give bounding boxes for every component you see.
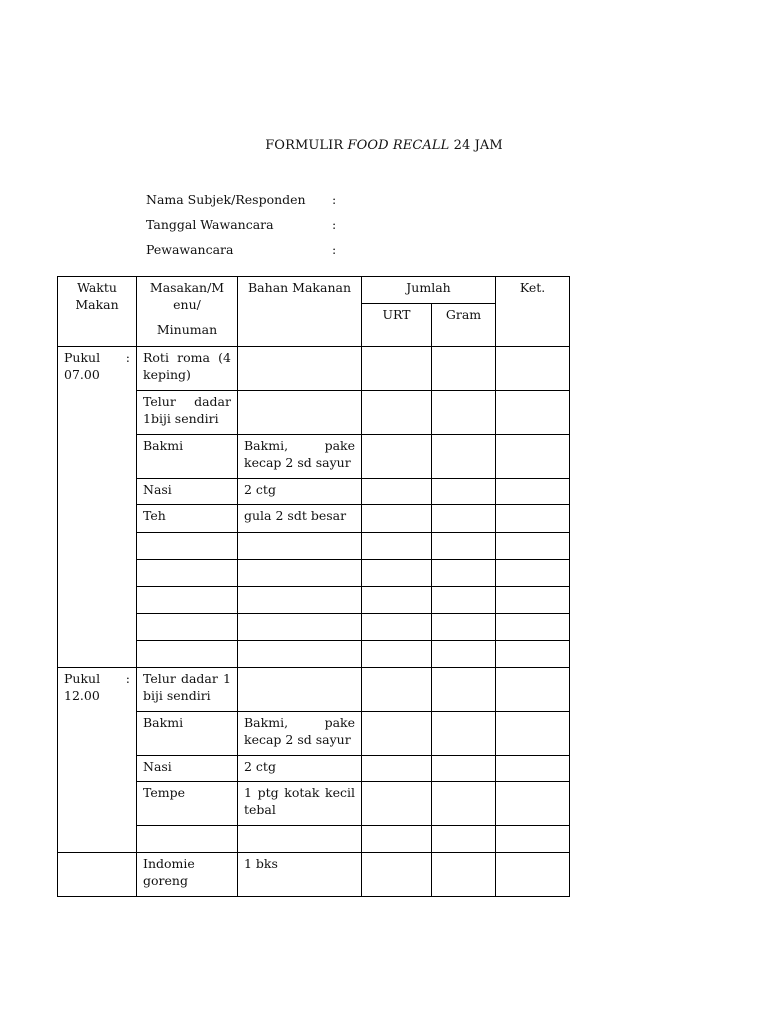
bahan-cell [238,668,362,712]
header-masakan-line2: enu/ [173,297,201,312]
gram-cell [432,505,496,533]
menu-cell: Telur dadar 1biji sendiri [137,391,238,435]
bahan-cell: Bakmi, pake kecap 2 sd sayur [238,712,362,756]
ket-cell [496,533,570,560]
gram-cell [432,533,496,560]
ket-cell [496,435,570,479]
gram-cell [432,560,496,587]
ket-cell [496,826,570,853]
meal-time-label: Pukul [64,671,101,686]
gram-cell [432,668,496,712]
gram-cell [432,756,496,782]
header-urt: URT [362,304,432,347]
meal-time-cell [58,853,137,897]
info-label: Tanggal Wawancara [146,217,274,232]
urt-cell [362,782,432,826]
meal-time-value: 12.00 [64,688,100,703]
gram-cell [432,347,496,391]
bahan-cell: 2 ctg [238,479,362,505]
meal-time-label: Pukul [64,350,101,365]
urt-cell [362,614,432,641]
urt-cell [362,756,432,782]
menu-cell: Roti roma (4 keping) [137,347,238,391]
info-colon: : [332,217,337,232]
menu-cell [137,533,238,560]
ket-cell [496,782,570,826]
gram-cell [432,435,496,479]
menu-cell [137,641,238,668]
info-colon: : [332,192,337,207]
bahan-cell [238,641,362,668]
menu-cell [137,587,238,614]
urt-cell [362,391,432,435]
bahan-cell [238,826,362,853]
urt-cell [362,347,432,391]
gram-cell [432,641,496,668]
header-waktu-makan [58,277,137,347]
urt-cell [362,435,432,479]
header-masakan-line3: Minuman [156,322,218,337]
ket-cell [496,505,570,533]
gram-cell [432,782,496,826]
table-body [58,347,570,897]
gram-cell [432,479,496,505]
urt-cell [362,641,432,668]
table-row [58,853,570,897]
menu-cell: Teh [137,505,238,533]
urt-cell [362,853,432,897]
urt-cell [362,533,432,560]
menu-cell [137,826,238,853]
ket-cell [496,668,570,712]
gram-cell [432,826,496,853]
menu-cell [137,614,238,641]
header-masakan [137,277,238,347]
urt-cell [362,587,432,614]
bahan-cell: 1 ptg kotak kecil tebal [238,782,362,826]
meal-time-colon: : [125,350,130,365]
table-row [58,668,570,712]
meal-time-cell [58,668,137,853]
title-suffix: 24 JAM [453,138,503,153]
meal-time-colon: : [125,671,130,686]
menu-cell: Nasi [137,479,238,505]
ket-cell [496,560,570,587]
meal-time-cell [58,347,137,668]
bahan-cell: 1 bks [238,853,362,897]
urt-cell [362,668,432,712]
urt-cell [362,826,432,853]
ket-cell [496,391,570,435]
ket-cell [496,712,570,756]
ket-cell [496,347,570,391]
gram-cell [432,712,496,756]
ket-cell [496,479,570,505]
menu-cell: Nasi [137,756,238,782]
header-waktu-line2: Makan [75,297,119,312]
bahan-cell [238,533,362,560]
menu-cell: Bakmi [137,435,238,479]
header-gram: Gram [432,304,496,347]
bahan-cell [238,587,362,614]
ket-cell [496,853,570,897]
info-colon: : [332,242,337,257]
header-jumlah: Jumlah [362,277,496,304]
food-recall-table [57,276,570,897]
form-title [0,138,768,153]
menu-cell: Bakmi [137,712,238,756]
info-label: Nama Subjek/Responden [146,192,306,207]
ket-cell [496,756,570,782]
bahan-cell: 2 ctg [238,756,362,782]
bahan-cell [238,391,362,435]
bahan-cell: gula 2 sdt besar [238,505,362,533]
urt-cell [362,712,432,756]
header-masakan-line1: Masakan/M [149,280,225,295]
gram-cell [432,614,496,641]
menu-cell: Indomie goreng [137,853,238,897]
gram-cell [432,391,496,435]
bahan-cell [238,560,362,587]
header-bahan: Bahan Makanan [238,277,362,347]
menu-cell: Telur dadar 1 biji sendiri [137,668,238,712]
title-prefix: FORMULIR [265,138,344,153]
table-row [58,347,570,391]
bahan-cell [238,347,362,391]
title-italic: FOOD RECALL [347,138,450,153]
header-ket: Ket. [496,277,570,347]
urt-cell [362,479,432,505]
ket-cell [496,587,570,614]
header-waktu-line1: Waktu [77,280,117,295]
bahan-cell: Bakmi, pake kecap 2 sd sayur [238,435,362,479]
ket-cell [496,614,570,641]
gram-cell [432,853,496,897]
ket-cell [496,641,570,668]
bahan-cell [238,614,362,641]
menu-cell: Tempe [137,782,238,826]
gram-cell [432,587,496,614]
menu-cell [137,560,238,587]
urt-cell [362,505,432,533]
info-label: Pewawancara [146,242,234,257]
urt-cell [362,560,432,587]
meal-time-value: 07.00 [64,367,100,382]
